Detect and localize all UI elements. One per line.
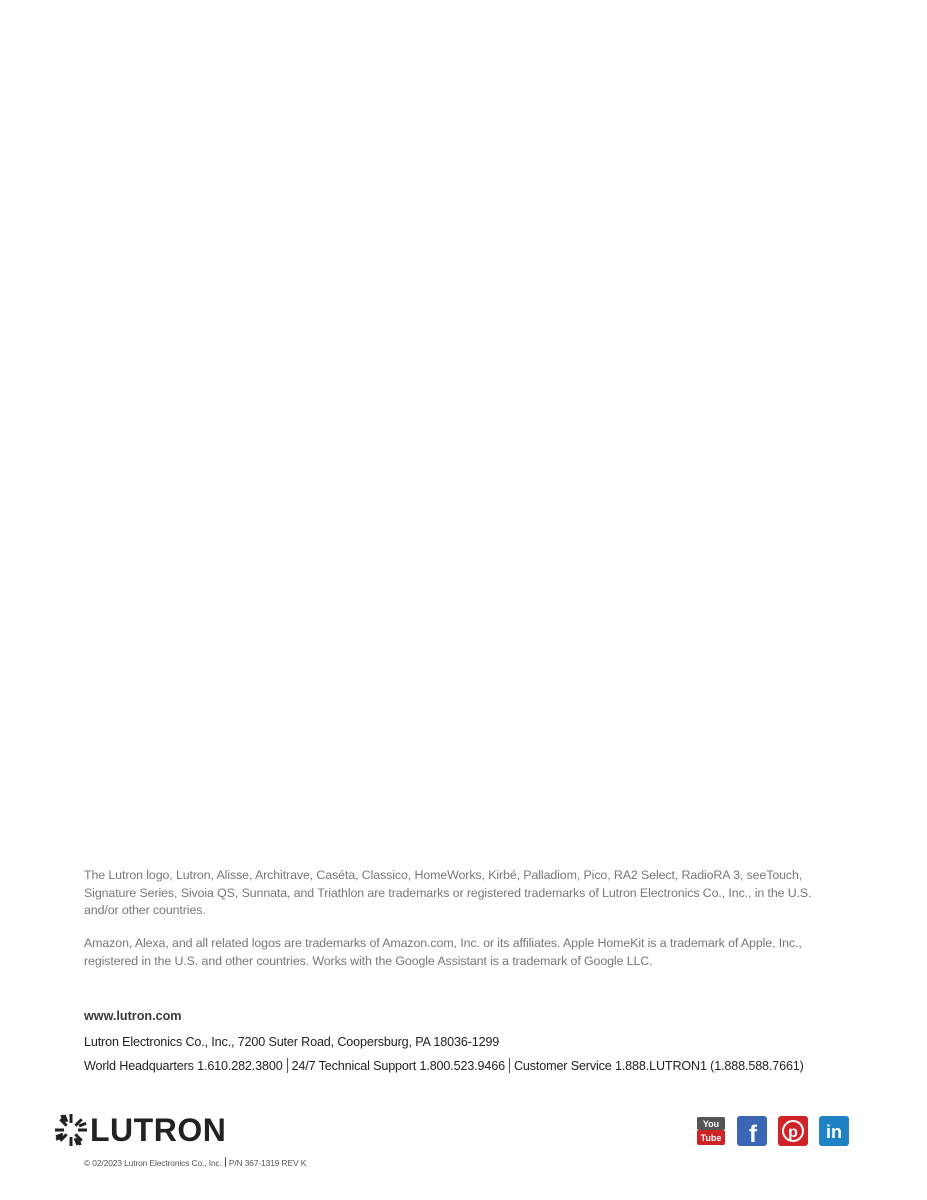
tech-support-phone: 24/7 Technical Support 1.800.523.9466 bbox=[291, 1059, 505, 1073]
part-number: P/N 367-1319 REV K bbox=[228, 1158, 307, 1168]
lutron-logo bbox=[54, 1113, 226, 1147]
lutron-trademark-notice: The Lutron logo, Lutron, Alisse, Architrave, Caséta, Classico, HomeWorks, Kirbé, Palladiom, Pico, RA2 Select, RadioRA 3, seeTouch, Signature Series, Sivoia QS, Sunnata, and Triathlon are trademarks or registered trademarks of Lutron Electronics Co., Inc., in the U.S. and/or other countries. bbox=[84, 868, 812, 917]
copyright-line bbox=[84, 1157, 306, 1168]
linkedin-glyph: in bbox=[826, 1122, 842, 1142]
youtube-bottom-text: Tube bbox=[700, 1133, 722, 1143]
company-address: Lutron Electronics Co., Inc., 7200 Suter Road, Coopersburg, PA 18036-1299 bbox=[84, 1035, 500, 1049]
pinterest-glyph: p bbox=[788, 1124, 798, 1141]
third-party-trademark-notice: Amazon, Alexa, and all related logos are trademarks of Amazon.com, Inc. or its affiliates. Apple HomeKit is a trademark of Apple, Inc., registered in the U.S. and other countries. Works with the Google Assistant is a trademark of Google LLC. bbox=[84, 936, 802, 968]
youtube-link[interactable] bbox=[696, 1116, 726, 1146]
divider bbox=[509, 1058, 510, 1073]
pinterest-link[interactable] bbox=[778, 1116, 808, 1146]
lutron-sun-icon bbox=[54, 1113, 88, 1147]
customer-service-phone: Customer Service 1.888.LUTRON1 (1.888.588.7661) bbox=[513, 1059, 804, 1073]
youtube-icon bbox=[696, 1116, 726, 1146]
facebook-glyph: f bbox=[749, 1121, 757, 1146]
divider bbox=[287, 1058, 288, 1073]
copyright-text: © 02/2023 Lutron Electronics Co., Inc. bbox=[84, 1158, 222, 1168]
phone-numbers bbox=[84, 1058, 804, 1073]
youtube-top-text: You bbox=[702, 1119, 720, 1129]
linkedin-link[interactable] bbox=[819, 1116, 849, 1146]
lutron-wordmark: LUTRON bbox=[90, 1112, 227, 1148]
website-link[interactable]: www.lutron.com bbox=[84, 1009, 182, 1023]
linkedin-icon bbox=[819, 1116, 849, 1146]
world-hq-phone: World Headquarters 1.610.282.3800 bbox=[84, 1059, 283, 1073]
divider bbox=[225, 1157, 226, 1167]
facebook-link[interactable] bbox=[737, 1116, 767, 1146]
facebook-icon bbox=[737, 1116, 767, 1146]
pinterest-icon bbox=[778, 1116, 808, 1146]
